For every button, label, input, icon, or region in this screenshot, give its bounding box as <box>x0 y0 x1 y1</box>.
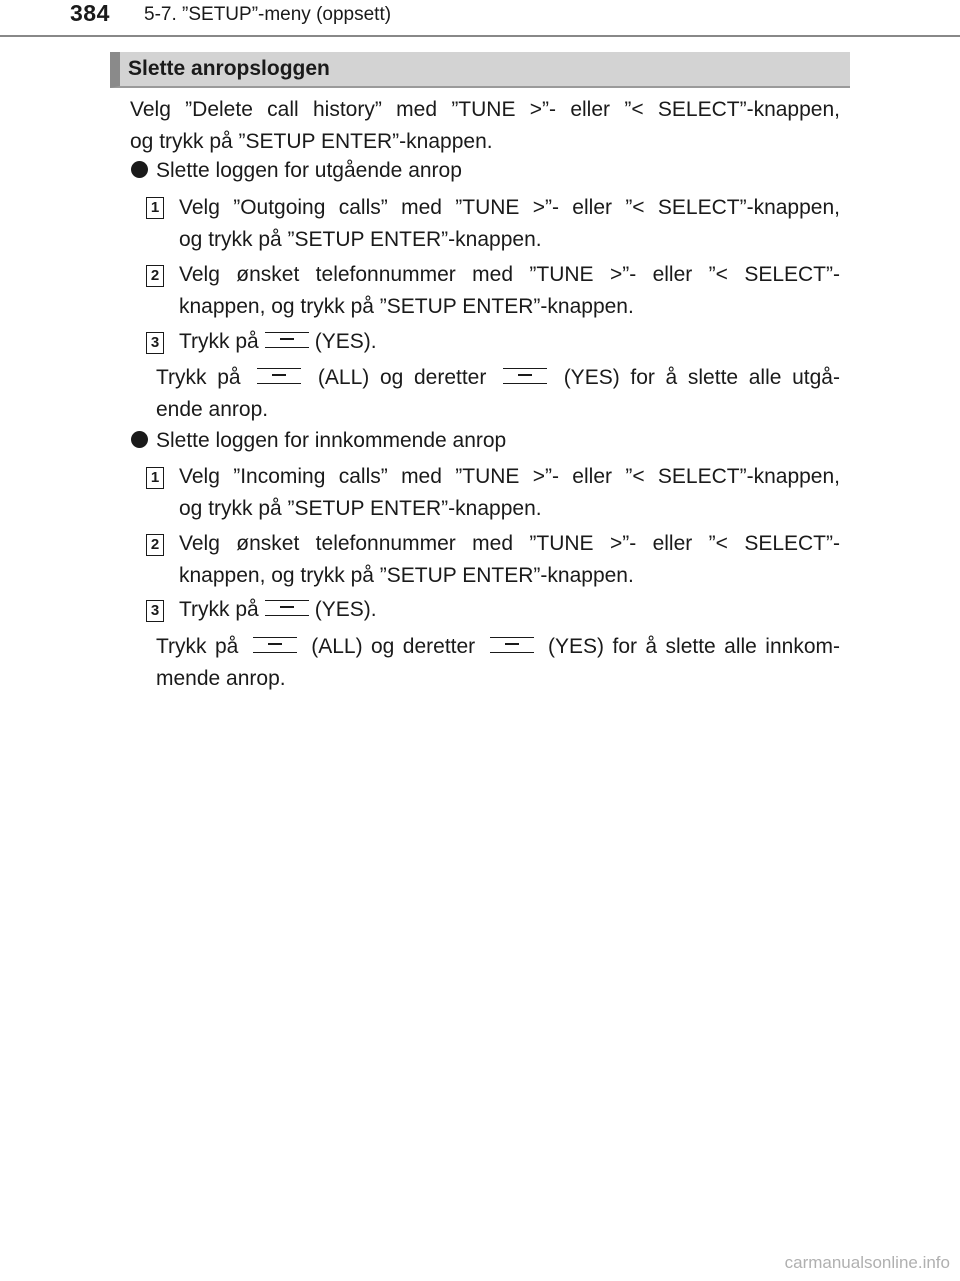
incoming-step1-line1: Velg ”Incoming calls” med ”TUNE >”- eller ”< SELECT”-knappen, <box>179 465 840 488</box>
incoming-heading: Slette loggen for innkommende anrop <box>156 429 507 452</box>
note-text-a: Trykk på <box>156 366 241 389</box>
button-icon <box>503 368 547 384</box>
incoming-step2-line1: Velg ønsket telefonnummer med ”TUNE >”- eller ”< SELECT”- <box>179 532 840 555</box>
incoming-note-line2: mende anrop. <box>156 667 286 690</box>
incoming-step2-line2: knappen, og trykk på ”SETUP ENTER”-knappen. <box>179 564 634 587</box>
step3-text-b: (YES). <box>314 330 377 353</box>
outgoing-step2-line1: Velg ønsket telefonnummer med ”TUNE >”- eller ”< SELECT”- <box>179 263 840 286</box>
outgoing-step3 <box>179 326 377 358</box>
button-icon <box>253 637 297 653</box>
section-title: Slette anropsloggen <box>128 57 330 80</box>
chapter-title: 5-7. ”SETUP”-meny (oppsett) <box>144 4 392 25</box>
note-text-b: (ALL) og deretter <box>311 635 476 658</box>
note-text-b: (ALL) og deretter <box>317 366 487 389</box>
step3-text-b: (YES). <box>314 598 377 621</box>
step-number-box: 2 <box>146 534 164 556</box>
step3-text-a: Trykk på <box>179 330 259 353</box>
button-icon <box>257 368 301 384</box>
note-text-c: (YES) for å slette alle utgå- <box>563 366 840 389</box>
step-number-box: 2 <box>146 265 164 287</box>
intro-line-2: og trykk på ”SETUP ENTER”-knappen. <box>130 130 493 153</box>
bullet-icon <box>131 431 148 448</box>
outgoing-step1-line1: Velg ”Outgoing calls” med ”TUNE >”- eller ”< SELECT”-knappen, <box>179 196 840 219</box>
outgoing-note-line2: ende anrop. <box>156 398 269 421</box>
step-number-box: 1 <box>146 197 164 219</box>
section-header <box>110 52 850 88</box>
intro-line-1: Velg ”Delete call history” med ”TUNE >”- eller ”< SELECT”-knappen, <box>130 98 840 121</box>
step-number-box: 3 <box>146 600 164 622</box>
page-number: 384 <box>70 0 110 26</box>
outgoing-step2-line2: knappen, og trykk på ”SETUP ENTER”-knappen. <box>179 295 634 318</box>
note-text-c: (YES) for å slette alle innkom- <box>548 635 840 658</box>
incoming-step1-line2: og trykk på ”SETUP ENTER”-knappen. <box>179 497 542 520</box>
button-icon <box>265 332 309 348</box>
incoming-step3 <box>179 594 377 626</box>
step3-text-a: Trykk på <box>179 598 259 621</box>
outgoing-heading: Slette loggen for utgående anrop <box>156 159 462 182</box>
header-divider <box>0 35 960 37</box>
button-icon <box>490 637 534 653</box>
incoming-note-line1 <box>156 631 840 663</box>
note-text-a: Trykk på <box>156 635 239 658</box>
outgoing-note-line1 <box>156 362 840 394</box>
step-number-box: 1 <box>146 467 164 489</box>
step-number-box: 3 <box>146 332 164 354</box>
button-icon <box>265 600 309 616</box>
outgoing-step1-line2: og trykk på ”SETUP ENTER”-knappen. <box>179 228 542 251</box>
bullet-icon <box>131 161 148 178</box>
watermark: carmanualsonline.info <box>784 1253 950 1272</box>
